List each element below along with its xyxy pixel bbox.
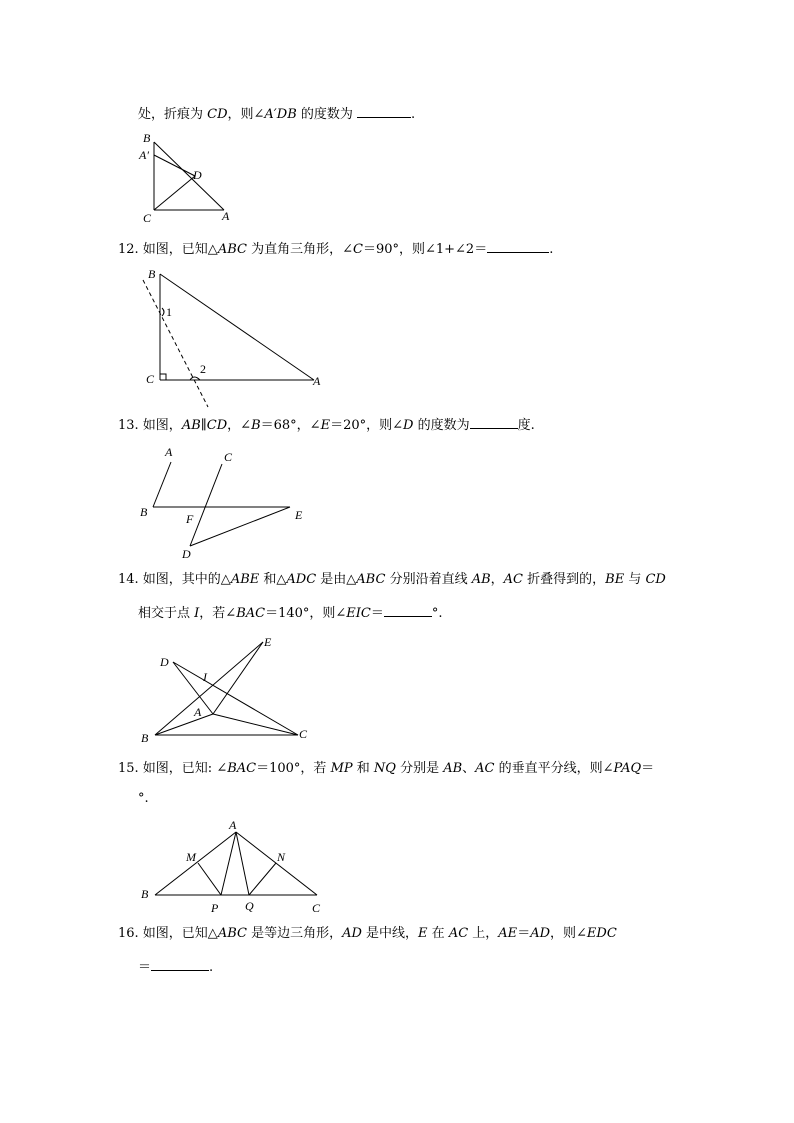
fig15-label-b: B xyxy=(141,887,149,901)
fig14-segment-ba xyxy=(155,714,213,735)
fig12-label-c: C xyxy=(146,372,155,386)
q11-db: DB xyxy=(276,107,297,122)
q13-text xyxy=(118,416,535,434)
q15-sep: 、 xyxy=(462,761,476,776)
fig15-label-p: P xyxy=(211,901,219,915)
fig11-label-d: D xyxy=(193,168,202,182)
figure-q14 xyxy=(135,630,320,748)
q14-text-e: 折叠得到的， xyxy=(523,572,606,587)
fig15-segment-aq xyxy=(236,832,249,895)
q16-text-line1 xyxy=(118,926,617,942)
q16-text-f: ＝ xyxy=(517,926,531,941)
q11-a-prime: A′ xyxy=(264,107,277,122)
q13-number: 13 xyxy=(118,418,135,433)
fig12-angle-1-arc xyxy=(162,308,164,316)
fig11-segment-ba xyxy=(154,142,224,210)
fig14-label-e: E xyxy=(264,635,272,649)
q12-text xyxy=(118,240,553,258)
fig12-dashed-line xyxy=(143,280,208,407)
q14-text-d: 分别沿着直线 xyxy=(385,572,472,587)
fig15-segment-mp xyxy=(198,863,221,895)
q16-text-g: ，则∠ xyxy=(550,926,587,941)
q13-b: B xyxy=(251,418,261,433)
q13-parallel: ∥ xyxy=(200,418,207,433)
q13-cd: CD xyxy=(206,418,228,433)
q15-text-a: . 如图，已知: ∠ xyxy=(134,761,228,776)
q15-bac: BAC xyxy=(227,761,257,776)
fig14-segment-da xyxy=(173,662,213,714)
q11-answer-blank[interactable] xyxy=(357,105,411,118)
fig12-right-angle-mark xyxy=(160,374,166,380)
fig11-label-a-prime: A′ xyxy=(139,148,149,162)
q14-text-line1 xyxy=(118,572,666,588)
q15-text-e: 的垂直平分线，则∠ xyxy=(494,761,614,776)
q14-text-b: 和△ xyxy=(259,572,287,587)
fig13-segment-cd xyxy=(190,464,222,546)
q13-unit: 度. xyxy=(517,418,535,433)
fig14-segment-ac xyxy=(213,714,298,735)
q14-number: 14 xyxy=(118,572,135,587)
fig13-label-b: B xyxy=(140,505,148,519)
fig15-label-a: A xyxy=(229,818,237,832)
q14-adc: ADC xyxy=(286,572,317,587)
q13-text-b: ，∠ xyxy=(227,418,252,433)
fig13-label-c: C xyxy=(224,450,233,464)
figure-q12 xyxy=(138,262,338,412)
q14-text-f: 与 xyxy=(624,572,646,587)
q11-text-c: 的度数为 xyxy=(296,107,358,122)
q15-text-d: 分别是 xyxy=(395,761,444,776)
q16-number: 16 xyxy=(118,926,135,941)
q13-e: E xyxy=(320,418,331,433)
q13-d: D xyxy=(403,418,414,433)
q15-number: 15 xyxy=(118,761,135,776)
fig15-label-m: M xyxy=(186,850,196,864)
q11-text-a: 处，折痕为 xyxy=(138,107,208,122)
figure-q11 xyxy=(130,128,240,228)
q14-abc: ABC xyxy=(356,572,386,587)
q16-text-c: 是中线， xyxy=(361,926,419,941)
fig13-label-d: D xyxy=(182,547,191,561)
q14-cd: CD xyxy=(645,572,666,587)
q14-answer-blank[interactable] xyxy=(384,604,432,617)
q12-end: . xyxy=(549,242,554,257)
q15-line2: °. xyxy=(138,791,149,806)
fig14-label-b: B xyxy=(141,731,149,745)
fig11-label-a: A xyxy=(222,209,230,223)
figure-q15 xyxy=(135,816,330,916)
q12-text-b: 为直角三角形，∠ xyxy=(246,242,353,257)
q16-ae: AE xyxy=(498,926,518,941)
fig14-label-a: A xyxy=(194,705,202,719)
q15-text-line2 xyxy=(138,791,149,807)
q14-end: °. xyxy=(431,606,443,621)
q12-answer-blank[interactable] xyxy=(487,240,549,253)
q16-text-line2 xyxy=(138,958,213,976)
fig14-segment-be xyxy=(155,642,263,735)
q11-end: . xyxy=(411,107,416,122)
q16-abc: ABC xyxy=(217,926,247,941)
fig13-label-f: F xyxy=(186,512,194,526)
q14-line2-a: 相交于点 xyxy=(138,606,195,621)
q14-abe: ABE xyxy=(230,572,260,587)
q14-text-a: . 如图，其中的△ xyxy=(134,572,231,587)
q11-text-b: ，则∠ xyxy=(227,107,265,122)
fig12-segment-ba xyxy=(160,274,314,380)
q14-ac: AC xyxy=(503,572,524,587)
q12-number: 12 xyxy=(118,242,135,257)
q15-paq: PAQ xyxy=(613,761,642,776)
fig14-label-i: I xyxy=(203,670,207,684)
q14-be: BE xyxy=(605,572,625,587)
q13-text-a: . 如图， xyxy=(134,418,182,433)
fig15-label-q: Q xyxy=(245,899,254,913)
q11-cd: CD xyxy=(207,107,228,122)
fig14-label-c: C xyxy=(299,727,308,741)
q16-edc: EDC xyxy=(586,926,617,941)
fig13-segment-de xyxy=(190,507,290,546)
q11-text xyxy=(138,105,415,123)
q12-abc: ABC xyxy=(217,242,247,257)
q15-text-line1 xyxy=(118,761,654,777)
fig12-label-a: A xyxy=(313,374,321,388)
q12-text-c: ＝90°，则∠1+∠2＝ xyxy=(362,242,488,257)
q14-line2-c: ＝140°，则∠ xyxy=(265,606,347,621)
q15-text-f: ＝ xyxy=(641,761,655,776)
fig11-segment-cd xyxy=(154,176,195,210)
q15-text-b: ＝100°，若 xyxy=(256,761,331,776)
q13-text-c: ＝68°，∠ xyxy=(260,418,321,433)
fig15-segment-nq xyxy=(249,863,276,895)
fig12-label-1: 1 xyxy=(166,305,172,319)
q14-text-c: 是由△ xyxy=(316,572,357,587)
q16-ad2: AD xyxy=(530,926,551,941)
q15-ac: AC xyxy=(475,761,495,776)
q16-text-a: . 如图，已知△ xyxy=(134,926,218,941)
q16-e: E xyxy=(418,926,428,941)
q15-nq: NQ xyxy=(373,761,396,776)
q16-text-e: 上， xyxy=(468,926,499,941)
figure-q13 xyxy=(135,442,315,564)
q15-mp: MP xyxy=(330,761,353,776)
q16-ac: AC xyxy=(448,926,469,941)
fig13-label-e: E xyxy=(295,508,303,522)
q16-line2: ＝ xyxy=(138,960,152,975)
fig13-label-a: A xyxy=(165,445,173,459)
q14-i: I xyxy=(194,606,200,621)
fig15-label-n: N xyxy=(277,850,286,864)
q12-c: C xyxy=(352,242,363,257)
q14-line2-b: ，若∠ xyxy=(199,606,237,621)
q13-text-e: 的度数为 xyxy=(413,418,470,433)
fig13-segment-ab xyxy=(153,462,171,507)
q14-eic: EIC xyxy=(346,606,371,621)
q14-line2-d: ＝ xyxy=(370,606,384,621)
q16-answer-blank[interactable] xyxy=(151,958,209,971)
q12-text-a: . 如图，已知△ xyxy=(134,242,218,257)
q16-end: . xyxy=(209,960,214,975)
q14-comma: ， xyxy=(490,572,504,587)
q16-text-b: 是等边三角形， xyxy=(246,926,343,941)
q14-text-line2 xyxy=(138,604,443,622)
fig15-label-c: C xyxy=(312,901,321,915)
q13-text-d: ＝20°，则∠ xyxy=(330,418,403,433)
q15-ab: AB xyxy=(443,761,463,776)
q14-ab: AB xyxy=(471,572,491,587)
fig11-label-b: B xyxy=(143,131,151,145)
fig14-segment-dc xyxy=(173,662,298,735)
fig14-label-d: D xyxy=(160,655,169,669)
q14-bac: BAC xyxy=(236,606,266,621)
fig11-label-c: C xyxy=(143,211,152,225)
fig11-segment-a-prime-d xyxy=(154,155,195,176)
fig12-label-b: B xyxy=(148,267,156,281)
q15-text-c: 和 xyxy=(352,761,374,776)
q13-answer-blank[interactable] xyxy=(470,416,518,429)
q13-ab: AB xyxy=(181,418,201,433)
fig12-label-2: 2 xyxy=(200,362,206,376)
q16-ad: AD xyxy=(342,926,362,941)
q16-text-d: 在 xyxy=(427,926,449,941)
